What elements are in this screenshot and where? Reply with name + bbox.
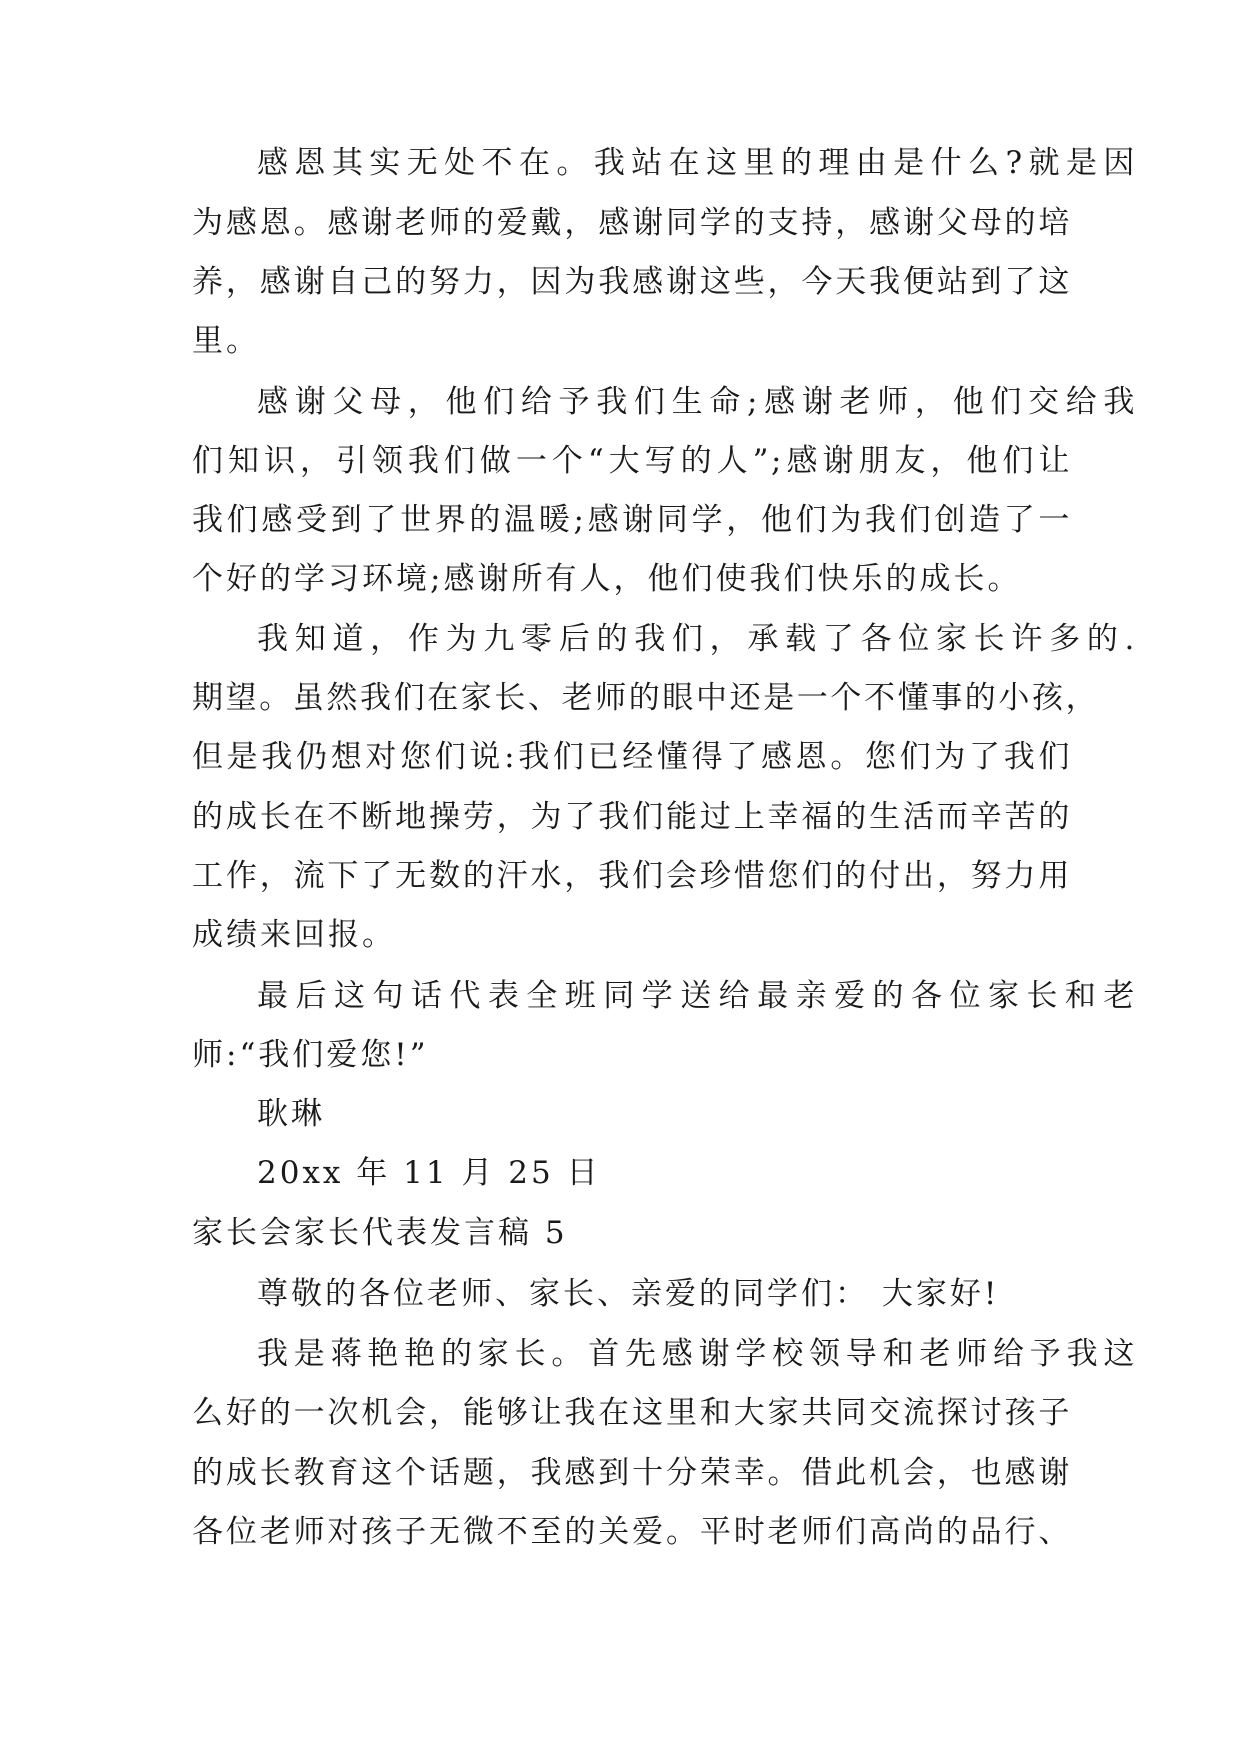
paragraph-line: 工作，流下了无数的汗水，我们会珍惜您们的付出，努力用 [192, 858, 1072, 894]
paragraph-line: 感谢父母，他们给予我们生命;感谢老师，他们交给我 [257, 384, 1137, 420]
greeting-line: 尊敬的各位老师、家长、亲爱的同学们： 大家好! [257, 1276, 1000, 1312]
paragraph-line: 个好的学习环境;感谢所有人，他们使我们快乐的成长。 [192, 561, 1022, 597]
paragraph-line: 的成长教育这个话题，我感到十分荣幸。借此机会，也感谢 [192, 1455, 1072, 1491]
paragraph-line: 为感恩。感谢老师的爱戴，感谢同学的支持，感谢父母的培 [192, 205, 1072, 241]
paragraph-line: 成绩来回报。 [192, 917, 396, 953]
paragraph-line: 但是我仍想对您们说:我们已经懂得了感恩。您们为了我们 [192, 739, 1072, 775]
paragraph-line: 么好的一次机会，能够让我在这里和大家共同交流探讨孩子 [192, 1395, 1072, 1431]
paragraph-line: 养，感谢自己的努力，因为我感谢这些，今天我便站到了这 [192, 264, 1072, 300]
paragraph-line: 们知识，引领我们做一个“大写的人”;感谢朋友，他们让 [192, 443, 1072, 479]
paragraph-line: 我是蒋艳艳的家长。首先感谢学校领导和老师给予我这 [257, 1336, 1137, 1372]
paragraph-line: 各位老师对孩子无微不至的关爱。平时老师们高尚的品行、 [192, 1514, 1072, 1550]
paragraph-line: 我们感受到了世界的温暖;感谢同学，他们为我们创造了一 [192, 502, 1072, 538]
paragraph-line: 期望。虽然我们在家长、老师的眼中还是一个不懂事的小孩， [192, 680, 1100, 716]
paragraph-line: 我知道，作为九零后的我们，承载了各位家长许多的. [257, 621, 1137, 657]
paragraph-line: 师:“我们爱您!” [192, 1037, 429, 1073]
signature-date: 20xx 年 11 月 25 日 [257, 1155, 601, 1191]
signature-name: 耿琳 [257, 1096, 325, 1132]
paragraph-line: 的成长在不断地操劳，为了我们能过上幸福的生活而辛苦的 [192, 799, 1072, 835]
paragraph-line: 感恩其实无处不在。我站在这里的理由是什么?就是因 [257, 145, 1137, 181]
section-title: 家长会家长代表发言稿 5 [192, 1215, 568, 1251]
paragraph-line: 里。 [192, 323, 260, 359]
paragraph-line: 最后这句话代表全班同学送给最亲爱的各位家长和老 [257, 978, 1137, 1014]
